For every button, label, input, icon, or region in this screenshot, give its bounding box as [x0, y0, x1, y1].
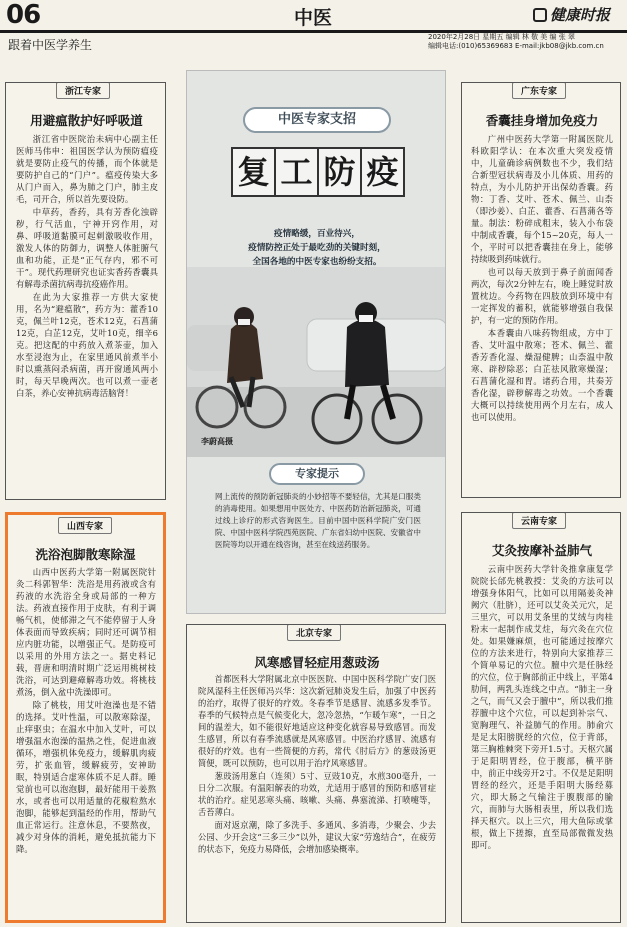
- article-title: 香囊挂身增加免疫力: [485, 113, 599, 128]
- paragraph: 云南中医药大学针灸推拿康复学院院长邰先桃教授：艾灸的方法可以增强身体阳气，比如可以用隔姜灸神阙穴（肚脐），还可以艾灸关元穴，足三里穴，可以用艾条里的艾绒与肉桂粉末一起制作成艾炷，每穴灸在穴位处。如果嫌麻烦，也可能通过按摩穴位的方法来进行，特别向大家推荐三个简单易记的穴位。膻中穴是任脉经的穴位，位于胸部前正中线上，平第4肋间，两乳头连线之中点。“肺主一身之气，而气又会于膻中”，所以我们推荐膻中这个穴位，可以起到补宗气、宽胸理气、补益肺气的作用。肺俞穴是足太阳膀胱经的穴位，位于背部，第三胸椎棘突下旁开1.5寸。天枢穴属于足阳明胃经，位于腹部，横平脐中，前正中线旁开2寸。不仅是足阳明胃经的经穴，还是手阳明大肠经募穴，即大肠之气输注于腹腹部的腧穴，而肺与大肠相表里，所以我们选择天枢穴。以上三穴，用大鱼际或掌根，做上下搓擦，直至局部微微发热即可。: [471, 564, 613, 850]
- paragraph: 除了桃枝，用艾叶泡澡也是不错的选择。艾叶性温，可以散寒除湿，止痒驱虫；在温水中加入艾叶，可以增强温水泡澡的温热之性，促进血液循环，增强机体免疫力，缓解肌肉疲劳，扩张血管，缓解疲劳，安神助眠，特别适合虚寒体质不足人群。睡觉前也可以泡泡脚，最好能用干姜熬水，或者也可以用适量的花椒粒熬水泡脚，能够起到温经的作用，帮助气血正常运行。注意休息，不要熬夜，减少对身体的消耗，避免抵抗能力下降。: [16, 700, 156, 854]
- region-tag: 北京专家: [287, 624, 341, 641]
- poster-header: 中医专家支招: [243, 107, 391, 133]
- region-tag: 广东专家: [512, 82, 566, 99]
- paragraph: 本香囊由八味药物组成，方中丁香、艾叶温中散寒；苍术、佩兰、藿香芳香化湿、燥湿健脾；山柰温中散寒、辟秽除恶；白芷祛风散寒燥湿；石菖蒲化湿和胃。诸药合用，共奏芳香化湿，辟秽解毒之功效。一个香囊大概可以持续使用两个月左右，成人也可以使用。: [471, 328, 613, 422]
- article-body: [198, 673, 436, 856]
- headline-char: 防: [317, 147, 362, 197]
- region-tag: 云南专家: [512, 512, 566, 529]
- article-guangdong: [461, 82, 621, 498]
- face-mask: [359, 315, 373, 322]
- article-title: 洗浴泡脚散寒除湿: [35, 547, 136, 562]
- article-body: [471, 133, 613, 424]
- logo-icon: [533, 8, 547, 22]
- paragraph: 广州中医药大学第一附属医院儿科欧阳学认：在本次重大突发疫情中，儿童确诊病例数也不少，我们结合新型冠状病毒及小儿体质、用药的特点，为小儿防护开出保幼香囊。药物：丁香、艾叶、苍术、佩兰、山柰（即沙姜）、白芷、藿香、石菖蒲各等量。制法：粉碎成粗末，装入小布袋中制成香囊，每个15~20克，每人一个，平时可以把香囊挂在身上，能够持续吸到药味就行。: [471, 134, 613, 264]
- cyclists-photo: [187, 267, 446, 457]
- paragraph: 在此为大家推荐一方供大家使用，名为“避瘟散”，药方为：藿香10克，佩兰叶12克，苍术12克，石菖蒲12克，白芷12克，艾叶10克，细辛6克。把这配的中药放入煮茶壶，加入水至浸泡为止，在家里通风前煮半小时以熏蒸闷杀病菌，再开窗通风两小时，每天早晚两次。也可以煮一壶老白茶，养心安神抗病毒活脑肾！: [16, 292, 158, 398]
- region-tag: 山西专家: [58, 517, 112, 534]
- paragraph: 葱豉汤用葱白（连须）5寸、豆豉10克，水煎300毫升，一日分二次服。有温阳解表的功效，尤适用于感冒的预防和感冒症状的治疗。症见恶寒头痛、咳嗽、头痛、鼻塞流涕、打喷嚏等，舌苔薄白。: [198, 771, 436, 817]
- article-shanxi: [5, 512, 166, 923]
- date-line: [428, 33, 604, 51]
- photo-credit: 李蔚高摄: [201, 437, 233, 446]
- paper-logo: [533, 4, 610, 25]
- article-beijing: [186, 624, 446, 923]
- paragraph: 山西中医药大学第一附属医院针灸二科郭智华：洗浴是用药液或含有药液的水洗浴全身或局部的一种方法。药液直接作用于皮肤，有利于调畅气机，使郁滞之气不能停留于人身体表面而导致疾病；同时还可调节相应内脏功能，以增强正气。是防疫可以采用的外用方法之一。据史料记载，晋唐和明清时期广泛运用桃树枝洗浴，可达到避瘴解毒功效。将桃枝煮汤，倒入盆中洗澡即可。: [16, 567, 156, 697]
- contact-info: 编辑电话:(010)65369683 E-mail:jkb08@jkb.com.cn: [428, 42, 604, 50]
- paragraph: 中草药，香药，具有芳香化浊辟秽，行气活血，宁神开窍作用，对鼻、呼吸道黏膜可起刺激吸收作用，激发人体的防御力，调整人体脏腑气血和功能，正是“正气存内，邪不可干”。现代药理研究也证实香药香囊具有解毒杀菌抗病毒抗疫癌作用。: [16, 207, 158, 289]
- feature-poster: [186, 70, 446, 614]
- region-tag: 浙江专家: [56, 82, 110, 99]
- column-name: 跟着中医学养生: [8, 38, 93, 52]
- article-body: [16, 566, 156, 856]
- headline-char: 工: [274, 147, 319, 197]
- article-title: 艾灸按摩补益肺气: [491, 543, 592, 558]
- article-body: [471, 563, 613, 852]
- tip-body: 网上流传的预防新冠肺炎的小妙招等不要轻信，尤其是口服类的消毒使用。如果想用中医处方、中医药防治新冠肺炎，可通过线上诊疗的形式咨询医生。目前中国中医科学院广安门医院、中国中医科学院西苑医院、广东省妇幼中医院、安徽省中医院等均以开通在线咨询，甚至在线送药服务。: [215, 492, 421, 549]
- face-mask: [238, 319, 250, 325]
- issue-date: 2020年2月28日 星期五 编辑 林 敬 美 编 张 翠: [428, 33, 575, 41]
- headline-char: 疫: [360, 147, 405, 197]
- paper-name: 健康时报: [550, 6, 611, 24]
- paragraph: 首都医科大学附属北京中医医院、中国中医科学院广安门医院风湿科主任医师冯兴华：这次新冠肺炎发生后，加强了中医药的治疗，取得了很好的疗效。冬春季节是感冒、流感多发季节。春季的气候特点是气候变化大，忽冷忽热，“乍暖乍寒”，一日之间的温差大，如不能很好地适应这种变化就容易导致感冒。而发生感冒，所以有春季流感就是风寒感冒。中医治疗感冒、流感有很好的疗效。也有一些简便的方药，常代《肘后方》的葱豉汤更简便，既可以预防，也可以用于治疗风寒感冒。: [198, 674, 436, 768]
- article-zhejiang: [5, 82, 166, 500]
- poster-line: 疫情防控正处于最吃劲的关键时刻，: [248, 243, 386, 253]
- article-title: 用避瘟散护好呼吸道: [30, 113, 143, 128]
- poster-headline: [231, 147, 403, 197]
- article-title: 风寒感冒轻症用葱豉汤: [254, 655, 380, 670]
- poster-line: 全国各地的中医专家也纷纷支招。: [252, 257, 382, 267]
- paragraph: 也可以每天放到于鼻子前面闻香两次，每次2分钟左右，晚上睡觉时放置枕边。今药物在四肢放到环境中有一定挥发的蓄积，就能够增强自我保护，有一定的预防作用。: [471, 267, 613, 325]
- paragraph: 浙江省中医院治未病中心副主任医师马伟申：祖国医学认为预防瘟疫就是要防止疫气的传播，而个体就是要防护自己的“门户”。瘟疫传染大多从门户而入，鼻为肺之门户，肺主皮毛，司开合，所以首先要设防。: [16, 134, 158, 204]
- section-title: 中医: [294, 7, 333, 29]
- article-yunnan: [461, 512, 621, 923]
- headline-char: 复: [231, 147, 276, 197]
- tip-header: 专家提示: [269, 463, 365, 485]
- page-number: 06: [6, 0, 41, 30]
- paragraph: 面对返京潮，除了多洗手、多通风、多消毒，少聚会、少去公园、少开会这“三多三少”以外，建议大家“劳逸结合”，在疲劳的状态下，免疫力易降低，会增加感染概率。: [198, 820, 436, 854]
- article-body: [16, 133, 158, 400]
- rider-figure: [345, 319, 389, 387]
- poster-line: 疫情略缓，百业待兴，: [274, 229, 360, 239]
